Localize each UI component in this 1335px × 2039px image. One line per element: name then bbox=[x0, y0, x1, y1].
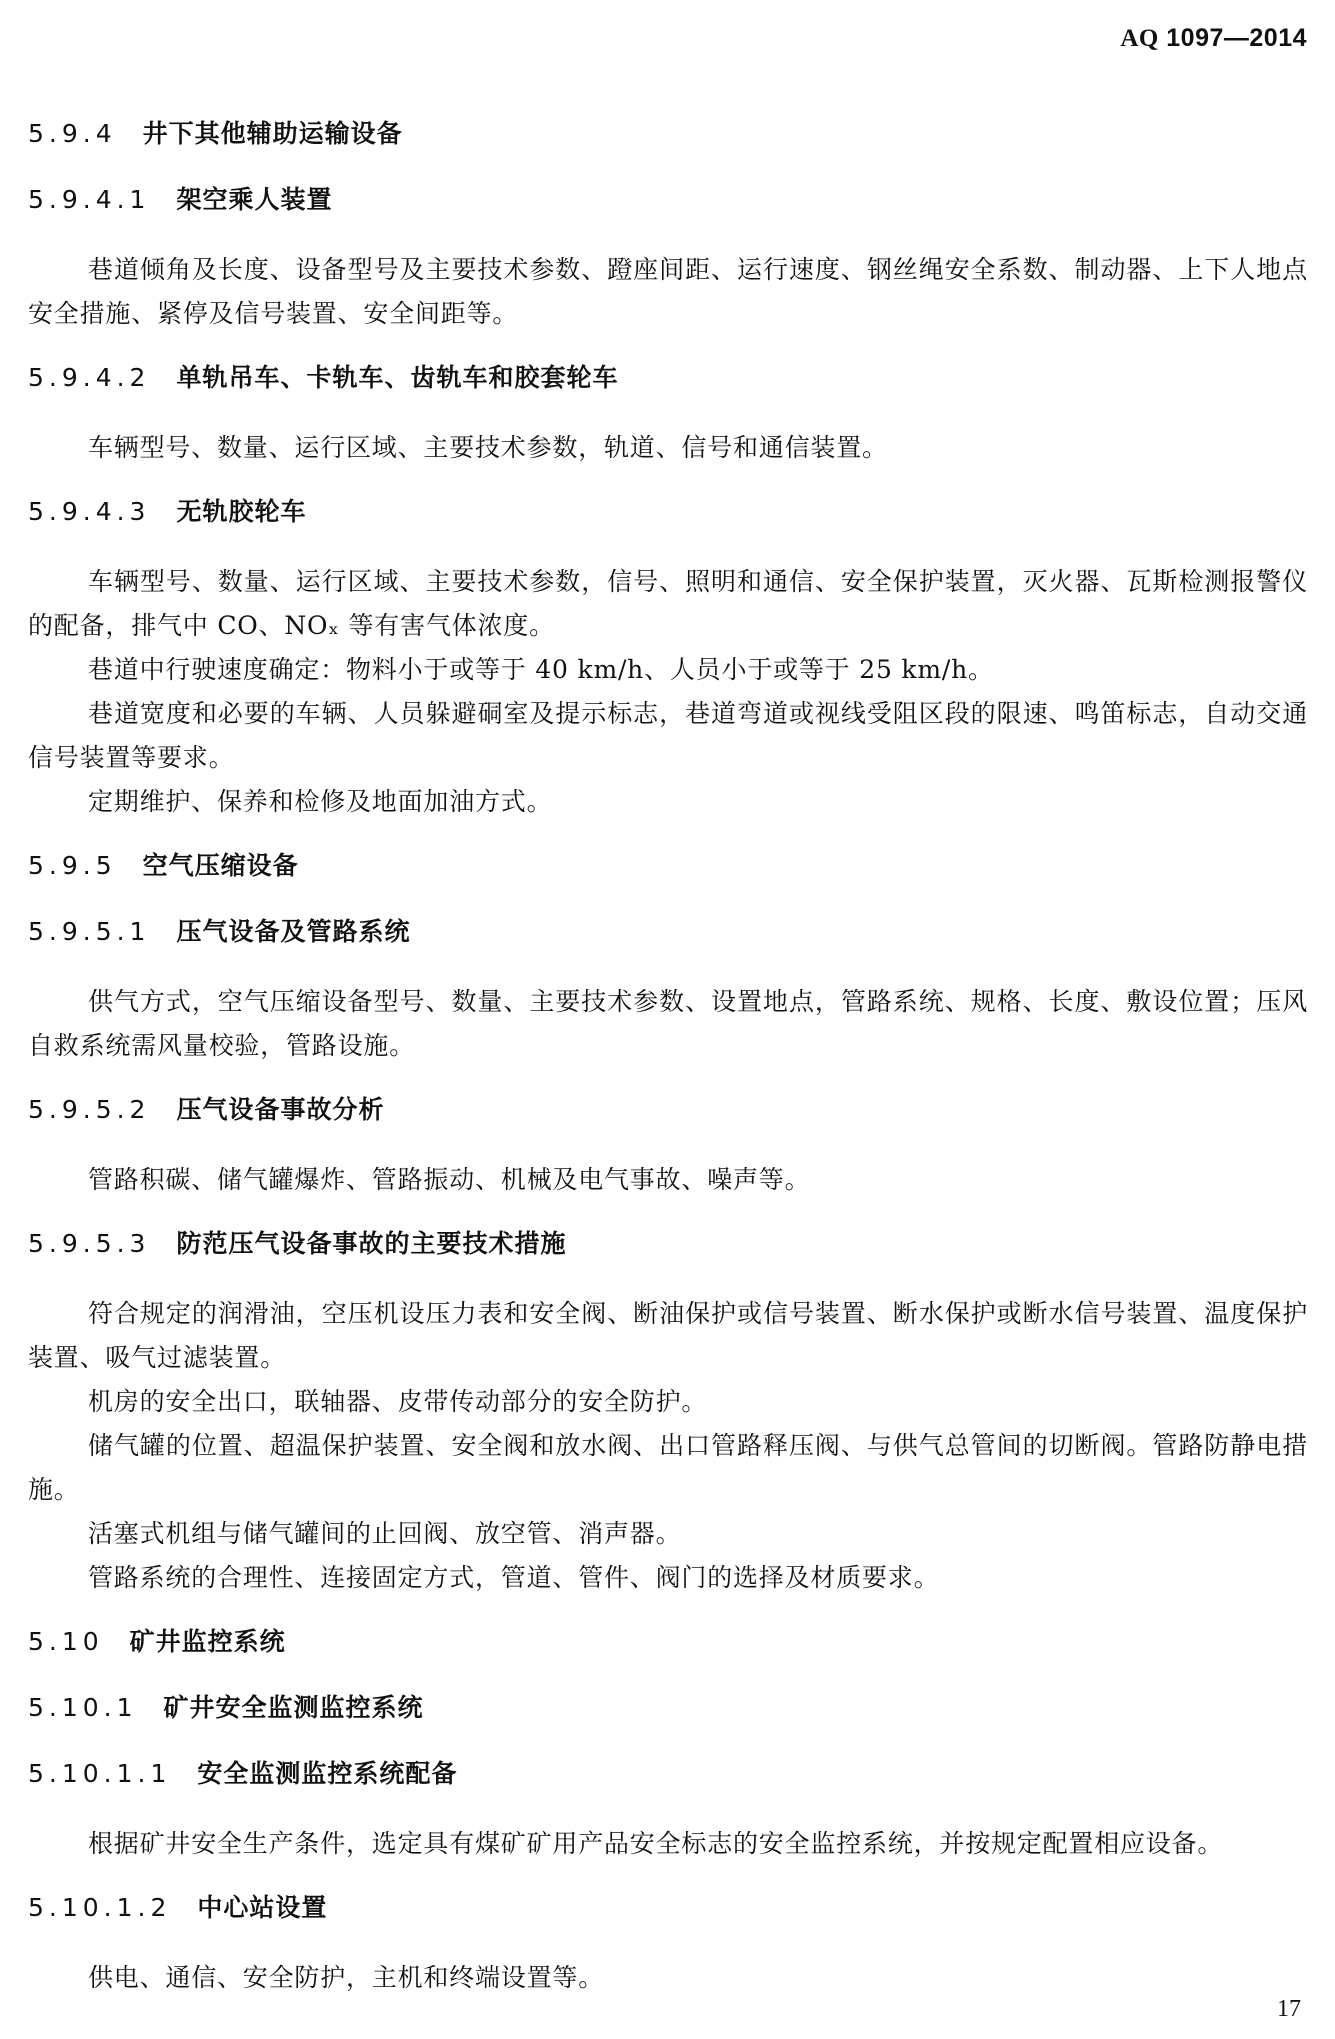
document-body bbox=[28, 116, 1308, 2024]
section-number: 5.9.4 bbox=[28, 119, 117, 148]
body-paragraph: 巷道宽度和必要的车辆、人员躲避硐室及提示标志，巷道弯道或视线受阻区段的限速、鸣笛标志，自动交通信号装置等要求。 bbox=[28, 699, 1308, 772]
body-paragraph: 储气罐的位置、超温保护装置、安全阀和放水阀、出口管路释压阀、与供气总管间的切断阀。管路防静电措施。 bbox=[28, 1431, 1308, 1504]
body-paragraph: 巷道倾角及长度、设备型号及主要技术参数、蹬座间距、运行速度、钢丝绳安全系数、制动器、上下人地点安全措施、紧停及信号装置、安全间距等。 bbox=[28, 255, 1308, 328]
document-code bbox=[1120, 24, 1307, 53]
body-paragraph: 供气方式，空气压缩设备型号、数量、主要技术参数、设置地点，管路系统、规格、长度、敷设位置；压风自救系统需风量校验，管路设施。 bbox=[28, 987, 1308, 1060]
section-heading bbox=[28, 182, 1308, 218]
section-heading bbox=[28, 360, 1308, 396]
section-heading bbox=[28, 1890, 1308, 1926]
section-title: 压气设备事故分析 bbox=[176, 1095, 385, 1124]
section-number: 5.10.1 bbox=[28, 1693, 138, 1722]
section-number: 5.9.5.1 bbox=[28, 917, 151, 946]
body-paragraph: 供电、通信、安全防护，主机和终端设置等。 bbox=[88, 1963, 605, 1992]
section-heading bbox=[28, 1756, 1308, 1792]
standard-number: 1097—2014 bbox=[1166, 24, 1307, 52]
section-number: 5.10 bbox=[28, 1627, 104, 1656]
standard-prefix: AQ bbox=[1120, 25, 1159, 52]
section-title: 中心站设置 bbox=[197, 1893, 328, 1922]
section-number: 5.10.1.1 bbox=[28, 1759, 172, 1788]
body-paragraph: 车辆型号、数量、运行区域、主要技术参数，轨道、信号和通信装置。 bbox=[88, 433, 888, 462]
body-paragraph: 车辆型号、数量、运行区域、主要技术参数，信号、照明和通信、安全保护装置，灭火器、瓦斯检测报警仪的配备，排气中 CO、NOₓ 等有害气体浓度。 bbox=[28, 567, 1308, 640]
body-paragraph: 活塞式机组与储气罐间的止回阀、放空管、消声器。 bbox=[88, 1519, 682, 1548]
section-title: 单轨吊车、卡轨车、齿轨车和胶套轮车 bbox=[176, 363, 619, 392]
section-number: 5.9.4.3 bbox=[28, 497, 151, 526]
section-heading bbox=[28, 116, 1308, 152]
section-title: 矿井安全监测监控系统 bbox=[163, 1693, 424, 1722]
section-title: 空气压缩设备 bbox=[142, 851, 299, 880]
section-heading bbox=[28, 1690, 1308, 1726]
page-number: 17 bbox=[1277, 1996, 1301, 2022]
section-heading bbox=[28, 848, 1308, 884]
section-number: 5.9.5.3 bbox=[28, 1229, 151, 1258]
section-heading bbox=[28, 1624, 1308, 1660]
section-title: 井下其他辅助运输设备 bbox=[142, 119, 403, 148]
section-number: 5.9.5 bbox=[28, 851, 117, 880]
section-title: 安全监测监控系统配备 bbox=[197, 1759, 458, 1788]
section-heading bbox=[28, 1092, 1308, 1128]
body-paragraph: 管路系统的合理性、连接固定方式，管道、管件、阀门的选择及材质要求。 bbox=[88, 1563, 940, 1592]
section-heading bbox=[28, 494, 1308, 530]
section-heading bbox=[28, 914, 1308, 950]
body-paragraph: 定期维护、保养和检修及地面加油方式。 bbox=[88, 787, 553, 816]
body-paragraph: 巷道中行驶速度确定：物料小于或等于 40 km/h、人员小于或等于 25 km/h。 bbox=[88, 655, 994, 684]
section-number: 5.9.5.2 bbox=[28, 1095, 151, 1124]
section-title: 架空乘人装置 bbox=[176, 185, 333, 214]
section-number: 5.9.4.1 bbox=[28, 185, 151, 214]
section-number: 5.10.1.2 bbox=[28, 1893, 172, 1922]
section-title: 矿井监控系统 bbox=[129, 1627, 286, 1656]
section-heading bbox=[28, 1226, 1308, 1262]
section-title: 无轨胶轮车 bbox=[176, 497, 307, 526]
body-paragraph: 管路积碳、储气罐爆炸、管路振动、机械及电气事故、噪声等。 bbox=[88, 1165, 811, 1194]
body-paragraph: 根据矿井安全生产条件，选定具有煤矿矿用产品安全标志的安全监控系统，并按规定配置相应设备。 bbox=[88, 1829, 1224, 1858]
body-paragraph: 机房的安全出口，联轴器、皮带传动部分的安全防护。 bbox=[88, 1387, 708, 1416]
body-paragraph: 符合规定的润滑油，空压机设压力表和安全阀、断油保护或信号装置、断水保护或断水信号装置、温度保护装置、吸气过滤装置。 bbox=[28, 1299, 1308, 1372]
section-number: 5.9.4.2 bbox=[28, 363, 151, 392]
section-title: 防范压气设备事故的主要技术措施 bbox=[176, 1229, 567, 1258]
section-title: 压气设备及管路系统 bbox=[176, 917, 411, 946]
